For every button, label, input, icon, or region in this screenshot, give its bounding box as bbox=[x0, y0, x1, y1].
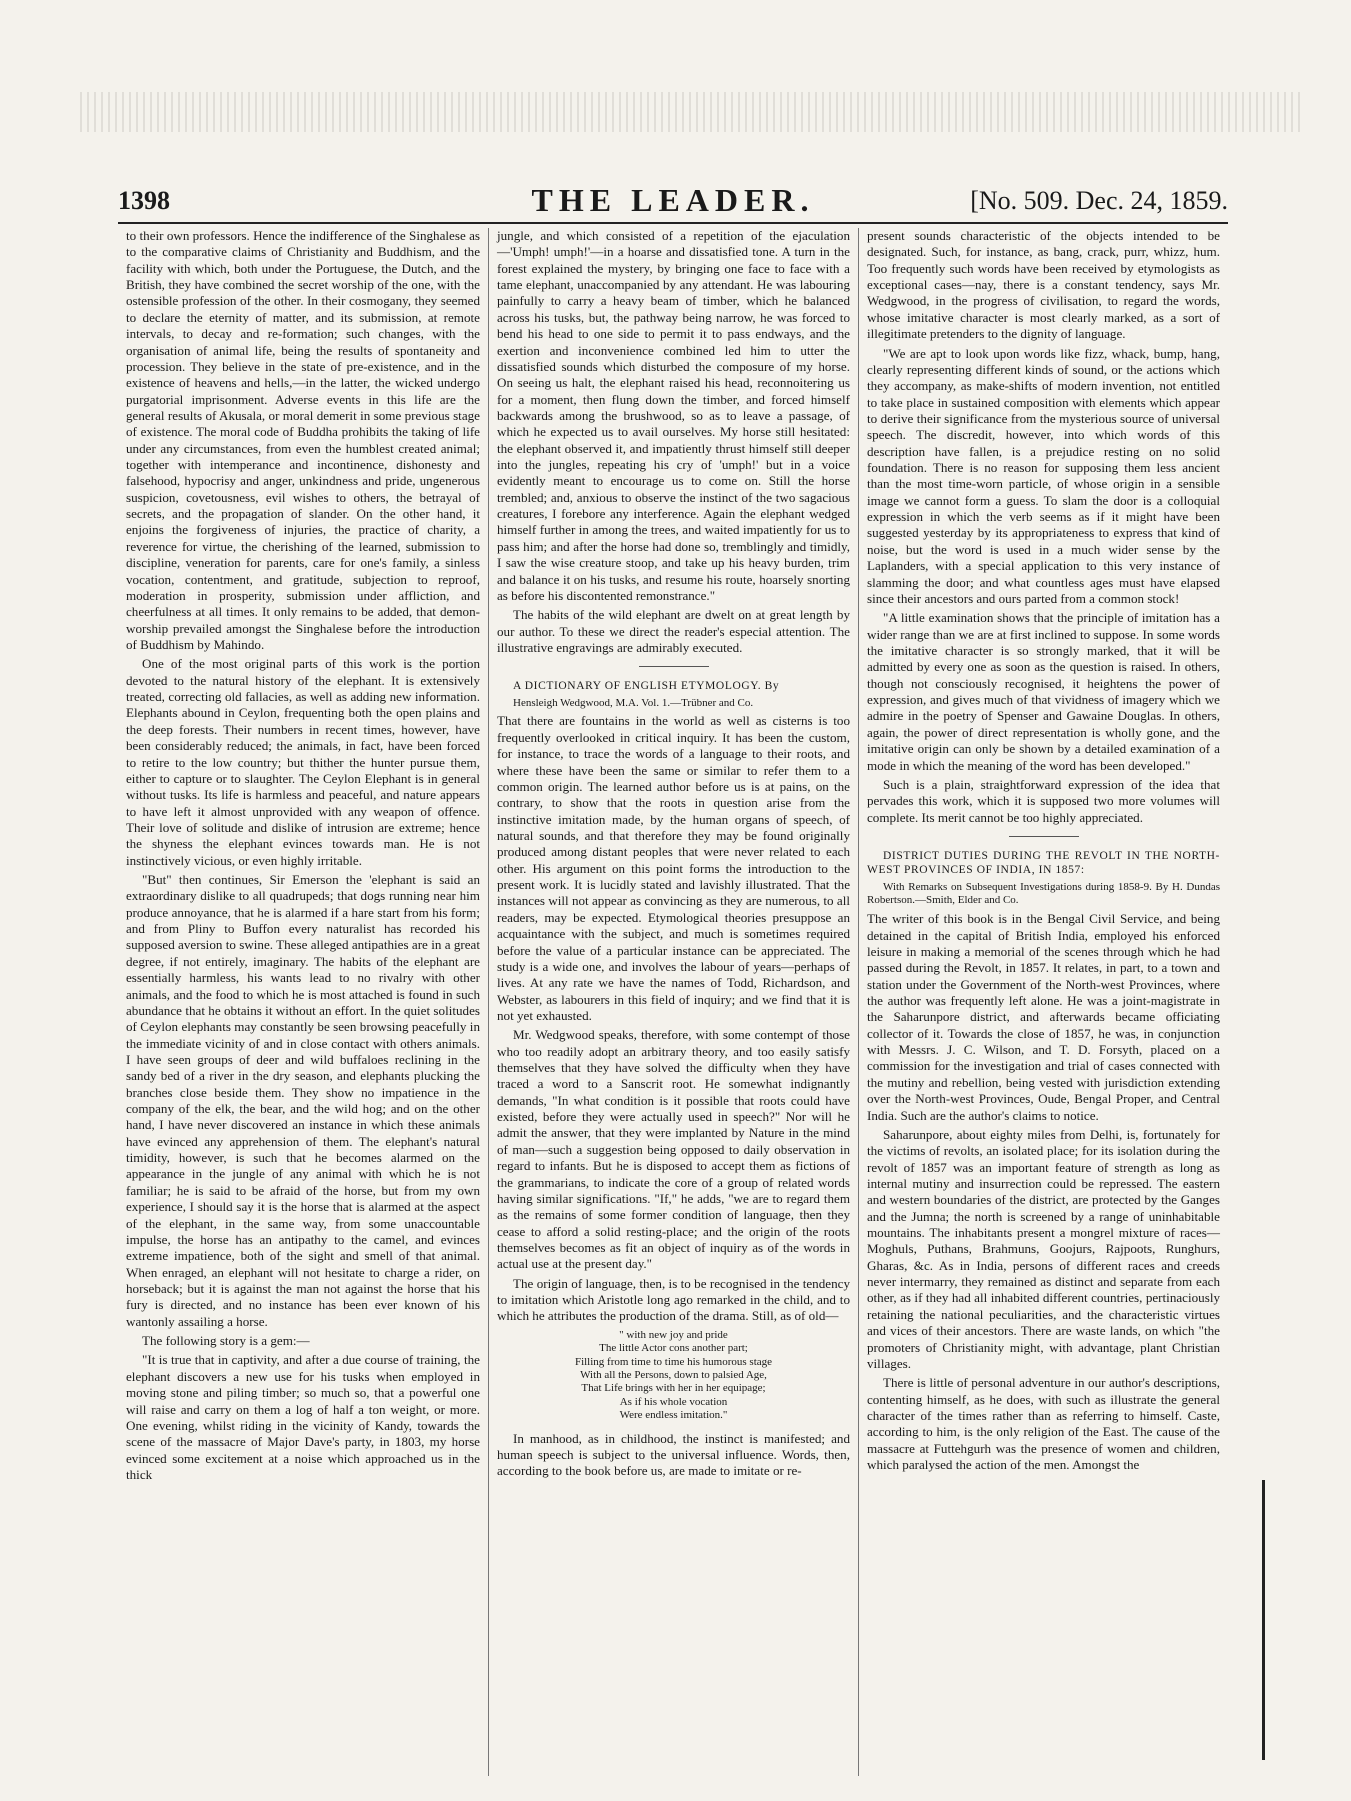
column-3 bbox=[858, 228, 1228, 1776]
quoted-poem bbox=[497, 1329, 850, 1423]
paragraph: The writer of this book is in the Bengal Civil Service, and being detained in the capital of British India, employed his enforced leisure in making a memorial of the scenes through which he had passed during the Revolt, in 1857. It relates, in part, to a town and station under the Government of the North-west Provinces, where the author was frequently left alone. He was a joint-magistrate in the Saharunpore district, and afterwards became officiating collector of it. Towards the close of 1857, he was, in conjunction with Messrs. J. C. Wilson, and T. D. Forsyth, placed on a commission for the investigation and trial of cases connected with the mutiny and rebellion, being vested with jurisdiction extending over the North-west Provinces, Oude, Bengal Proper, and Central India. Such are the author's claims to notice. bbox=[867, 911, 1220, 1123]
article-columns bbox=[118, 228, 1228, 1776]
paragraph: One of the most original parts of this work is the portion devoted to the natural history of the elephant. It is extensively treated, correcting old fallacies, as well as adding new information. Elephants abound in Ceylon, frequenting both the open plains and the deep forests. Their numbers in recent times, however, have been considerably reduced; the animals, in fact, have been forced to retire to the low country; but thither the hunter pursue them, either to capture or to slaughter. The Ceylon Elephant is in general without tusks. Its life is harmless and peaceful, and nature appears to have left it almost unprovided with any weapon of offence. Their love of solitude and dislike of intrusion are extreme; hence the shyness the elephant evinces towards man. He is not instinctively vicious, or even highly irritable. bbox=[126, 656, 480, 868]
paragraph: There is little of personal adventure in our author's descriptions, contenting himself, as he does, with such as illustrate the general character of the times rather than as referring to himself. Caste, according to him, is the only religion of the East. The cause of the massacre at Futtehgurh was the presence of women and children, which paralysed the action of the men. Amongst the bbox=[867, 1375, 1220, 1473]
page-header bbox=[118, 178, 1228, 224]
paragraph: In manhood, as in childhood, the instinct is manifested; and human speech is subject to the universal influence. Words, then, according to the book before us, are made to imitate or re- bbox=[497, 1430, 850, 1479]
paragraph: to their own professors. Hence the indifference of the Singhalese as to the comparative claims of Christianity and Buddhism, and the facility with which, both under the Portuguese, the Dutch, and the British, they have combined the secret worship of the one, with the ostensible profession of the other. In their cosmogany, they seemed to declare the eternity of matter, and its submission, at remote intervals, to decay and re-formation; such changes, with the organisation of animal life, being the results of spontaneity and procession. They believe in the state of pre-existence, and in the existence of heavens and hells,—in the latter, the wicked undergo purgatorial imprisonment. Adverse events in this life are the general results of Akusala, or moral demerit in some previous stage of existence. The moral code of Buddha prohibits the taking of life under any circumstances, from even the humblest created animal; together with intemperance and incontinence, dishonesty and falsehood, hypocrisy and anger, unkindness and pride, ungenerous suspicion, covetousness, evil wishes to others, the betrayal of secrets, and the propagation of slander. On the other hand, it enjoins the forgiveness of injuries, the practice of charity, a reverence for virtue, the cherishing of the learned, submission to discipline, veneration for parents, care for one's family, a sinless vocation, contentment, and gratitude, subjection to reproof, moderation in prosperity, submission under affliction, and cheerfulness at all times. It only remains to be added, that demon-worship prevailed amongst the Singhalese before the introduction of Buddhism by Mahindo. bbox=[126, 228, 480, 652]
paragraph: "But" then continues, Sir Emerson the 'elephant is said an extraordinary dislike to all quadrupeds; that dogs running near him produce annoyance, that he is alarmed if a hare start from his form; and from Pliny to Buffon every naturalist has recorded his supposed aversion to swine. These alleged antipathies are in a great degree, if not entirely, imaginary. The habits of the elephant are essentially harmless, his wants lead to no rivalry with other animals, and the food to which he is most attached is found in such abundance that he obtains it without an effort. In the quiet solitudes of Ceylon elephants may constantly be seen browsing peacefully in the immediate vicinity of and in close contact with others animals. I have seen groups of deer and wild buffaloes reclining in the sandy bed of a river in the dry season, and elephants plucking the branches close beside them. They show no impatience in the company of the elk, the bear, and the wild hog; and on the other hand, I have never discovered an instance in which these animals have evinced any apprehension of them. The elephant's natural timidity, however, is such that he becomes alarmed on the appearance in the jungle of any animal with which he is not familiar; he is said to be afraid of the horse, but from my own experience, I should say it is the horse that is alarmed at the aspect of the elephant, in the same way, from some unaccountable impulse, the horse has an antipathy to the camel, and evinces extreme impatience, both of the sight and smell of that animal. When enraged, an elephant will not hesitate to charge a rider, on horseback; but it is against the man not against the horse that his fury is directed, and no instance has been ever known of his wantonly assailing a horse. bbox=[126, 872, 480, 1329]
review-byline: Hensleigh Wedgwood, M.A. Vol. 1.—Trübner and Co. bbox=[513, 696, 754, 709]
paragraph: Saharunpore, about eighty miles from Delhi, is, fortunately for the victims of revolts, an isolated place; for its isolation during the revolt of 1857 was an important feature of strength as long as internal mutiny and insurrection could be repressed. The eastern and western boundaries of the district, are protected by the Ganges and the Jumna; the north is screened by a range of uninhabitable mountains. The inhabitants present a mongrel mixture of races—Moghuls, Puthans, Brahmuns, Goojurs, Rajpoots, Runghurs, Gharas, &c. As in India, persons of different races and creeds never intermarry, they remained as distinct and separate from each other, as if they had all inhabited different countries, pertinaciously retaining the national peculiarities, and the characteristic virtues and vices of their ancestors. There are waste lands, on which "the promoters of Christianity might, with advantage, plant Christian villages. bbox=[867, 1126, 1220, 1371]
poem-line: With all the Persons, down to palsied Age, bbox=[580, 1368, 767, 1381]
review-heading: A DICTIONARY OF ENGLISH ETYMOLOGY. By bbox=[513, 680, 780, 693]
review-byline: With Remarks on Subsequent Investigations during 1858-9. By H. Dundas Robertson.—Smith, Elder and Co. bbox=[867, 880, 1220, 907]
paragraph: That there are fountains in the world as well as cisterns is too frequently overlooked in critical inquiry. It has been the custom, for instance, to trace the words of a language to their roots, and where these have been the same or similar to refer them to a common origin. The learned author before us is at pains, on the contrary, to show that the roots in question arise from the instinctive imitation made, by the human organs of speech, of natural sounds, and that therefore they may be found originally produced among distant peoples that were never related to each other. His argument on this point forms the introduction to the present work. It is lucidly stated and lavishly illustrated. That the instances will not appear as convincing as they are numerous, to all readers, may be expected. Etymological theories presuppose an acquaintance with the subject, and much is sometimes required before the value of a particular instance can be appreciated. The study is a wide one, and involves the labour of years—perhaps of lives. At any rate we have the names of Todd, Richardson, and Webster, as labourers in this field of inquiry; and we find that it is not yet exhausted. bbox=[497, 713, 850, 1023]
masthead: THE LEADER. bbox=[531, 182, 815, 218]
poem-line: That Life brings with her in her equipage; bbox=[581, 1382, 766, 1395]
paragraph: Mr. Wedgwood speaks, therefore, with some contempt of those who too readily adopt an arbitrary theory, and too easily satisfy themselves that they have solved the difficulty when they have traced a word to a Sanscrit root. He somewhat indignantly demands, "In what condition is it possible that roots could have existed, before they were actually used in speech?" Nor will he admit the answer, that they were implanted by Nature in the mind of man—such a suggestion being opposed to daily observation in regard to infants. But he is disposed to accept them as fictions of the grammarians, to indicate the core of a group of related words having similar significations. "If," he adds, "we are to regard them as the remains of some former condition of language, then they cease to afford a solid resting-place; and the origin of the roots themselves becomes as fit an object of inquiry as of the words in actual use at the present day." bbox=[497, 1027, 850, 1272]
paragraph: Such is a plain, straightforward expression of the idea that pervades this work, which it is supposed two more volumes will complete. Its merit cannot be too highly appreciated. bbox=[867, 776, 1220, 825]
scan-edge-line bbox=[1262, 1480, 1265, 1760]
poem-line: Were endless imitation." bbox=[619, 1409, 728, 1422]
paragraph: The following story is a gem:— bbox=[142, 1333, 310, 1349]
poem-line: As if his whole vocation bbox=[619, 1395, 728, 1408]
paragraph: "A little examination shows that the principle of imitation has a wider range than we are at first inclined to suppose. In some words the imitative character is so strongly marked, that it will be admitted by every one as soon as the question is raised. In others, though not consciously recognised, it heightens the power of expression, and gives much of that vividness of imagery which we admire in the poetry of Spenser and Gawaine Douglas. In others, again, the power of direct representation is wholly gone, and the imitative origin can only be shown by a detailed examination of a mode in which the meaning of the word has been developed." bbox=[867, 610, 1220, 773]
poem-line: Filling from time to time his humorous stage bbox=[574, 1355, 773, 1368]
poem-line: " with new joy and pride bbox=[619, 1328, 728, 1341]
scan-noise bbox=[80, 92, 1300, 132]
page-number: 1398 bbox=[118, 186, 170, 215]
column-2 bbox=[488, 228, 858, 1776]
paragraph: "It is true that in captivity, and after a due course of training, the elephant discovers a new use for his tusks when employed in moving stone and piling timber; so much so, that a powerful one will raise and carry on them a log of half a ton weight, or more. One evening, whilst riding in the vicinity of Kandy, towards the scene of the massacre of Major Dave's party, in 1803, my horse evinced some excitement at a noise which approached us in the thick bbox=[126, 1352, 480, 1482]
column-1 bbox=[118, 228, 488, 1776]
review-heading: DISTRICT DUTIES DURING THE REVOLT IN THE NORTH-WEST PROVINCES OF INDIA, IN 1857: bbox=[867, 849, 1220, 877]
paragraph: The origin of language, then, is to be recognised in the tendency to imitation which Aristotle long ago remarked in the child, and to which he attributes the production of the drama. Still, as of old— bbox=[497, 1275, 850, 1324]
section-divider bbox=[639, 666, 709, 667]
section-divider bbox=[1009, 836, 1079, 837]
issue-date: [No. 509. Dec. 24, 1859. bbox=[970, 186, 1228, 215]
poem-line: The little Actor cons another part; bbox=[599, 1342, 748, 1355]
paragraph: The habits of the wild elephant are dwelt on at great length by our author. To these we direct the reader's especial attention. The illustrative engravings are admirably executed. bbox=[497, 607, 850, 655]
paragraph: jungle, and which consisted of a repetition of the ejaculation—'Umph! umph!'—in a hoarse and dissatisfied tone. A turn in the forest explained the mystery, by bringing one face to face with a tame elephant, unaccompanied by any attendant. He was labouring painfully to carry a heavy beam of timber, which he balanced across his tusks, but, the pathway being narrow, he was forced to bend his head to one side to permit it to pass endways, and the exertion and inconvenience combined led him to utter the dissatisfied sounds which disturbed the composure of my horse. On seeing us halt, the elephant raised his head, reconnoitering us for a moment, then flung down the timber, and forced himself backwards among the brushwood, so as to leave a passage, of which he expected us to avail ourselves. My horse still hesitated: the elephant observed it, and impatiently thrust himself still deeper into the jungles, repeating his cry of 'umph!' but in a voice evidently meant to encourage us to come on. Still the horse trembled; and, anxious to observe the instinct of the two sagacious creatures, I forebore any interference. Again the elephant wedged himself further in among the trees, and waited impatiently for us to pass him; and after the horse had done so, tremblingly and timidly, I saw the wise creature stoop, and take up his heavy burden, trim and balance it on his tusks, and resume his route, hoarsely snorting as before his discontented remonstrance." bbox=[497, 228, 850, 603]
paragraph: "We are apt to look upon words like fizz, whack, bump, hang, clearly representing different kinds of sound, or the actions which they accompany, as make-shifts of modern invention, not entitled to take place in sustained composition with elements which appear to derive their significance from the mysterious source of universal speech. The discredit, however, into which words of this description have fallen, is a prejudice resting on no solid foundation. There is no reason for supposing them less ancient than the most time-worn particle, of whose origin in a sensible image we cannot form a guess. To slam the door is a colloquial expression in which the verb seems as if it might have been suggested yesterday by its appropriateness to express that kind of noise, but the word is used in a much wider sense by the Laplanders, with a special application to this very instance of slamming the door; and what countless ages must have elapsed since their ancestors and ours parted from a common stock! bbox=[867, 345, 1220, 606]
paragraph: present sounds characteristic of the objects intended to be designated. Such, for instance, as bang, crack, purr, whizz, hum. Too frequently such words have been received by etymologists as exceptional cases—nay, there is a constant tendency, says Mr. Wedgwood, in the progress of civilisation, to regard the words, whose imitative character is most clearly marked, as a sort of illegitimate pretenders to the dignity of language. bbox=[867, 228, 1220, 342]
